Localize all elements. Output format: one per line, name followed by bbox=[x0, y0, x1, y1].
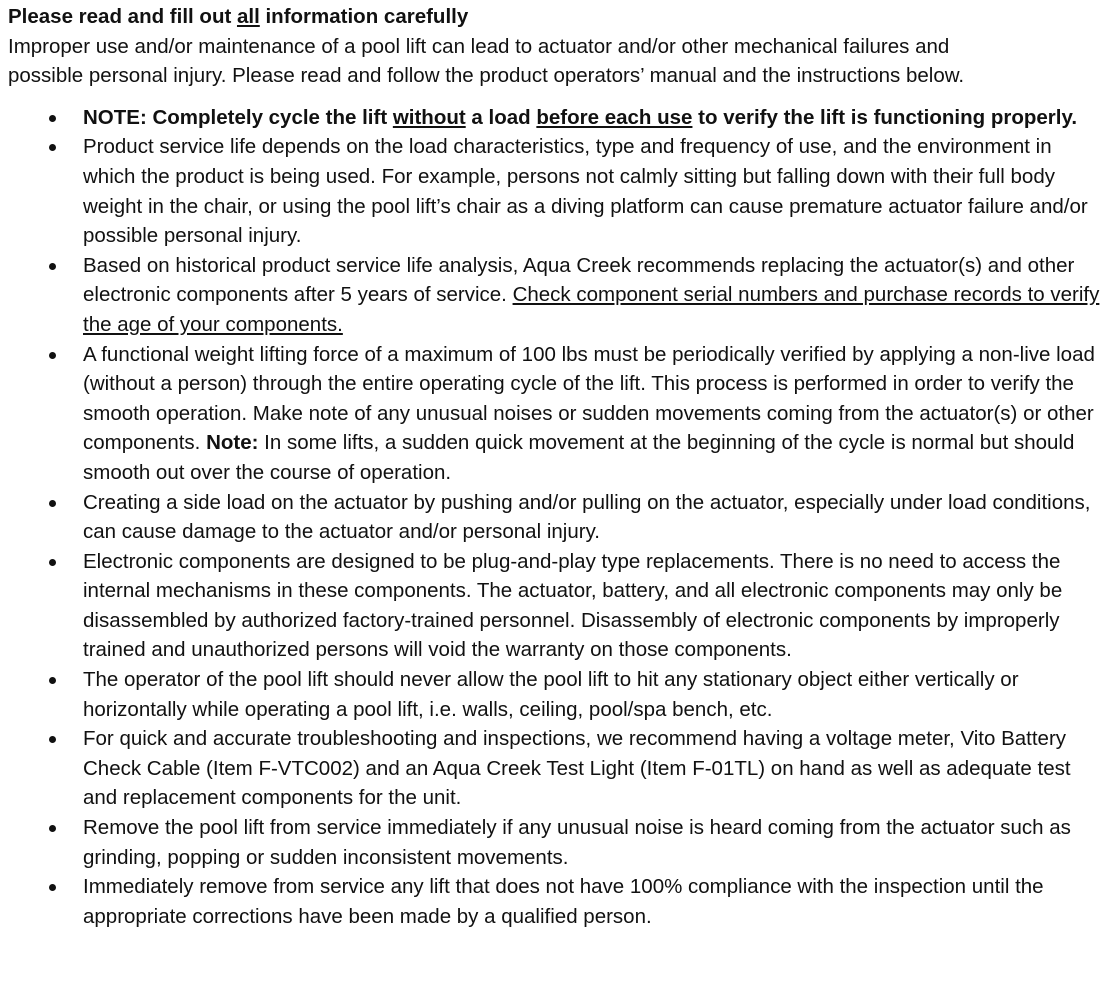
bullet-icon bbox=[49, 677, 56, 684]
list-item-text: Product service life depends on the load characteristics, type and frequency of use, and the environment in which the product is being used. For example, persons not calmly sitting but falling down with their full body weight in the chair, or using the pool lift’s chair as a diving platform can cause premature actuator failure and/or possible personal injury. bbox=[83, 135, 1088, 248]
bullet-icon bbox=[49, 500, 56, 507]
bullet-icon bbox=[49, 736, 56, 743]
bullet-icon bbox=[49, 825, 56, 832]
note-part: to verify the lift is functioning properly. bbox=[692, 105, 1078, 129]
list-item-text: For quick and accurate troubleshooting and inspections, we recommend having a voltage meter, Vito Battery Check Cable (Item F-VTC002) and an Aqua Creek Test Light (Item F-01TL) on hand as well as adequate test and replacement components for the unit. bbox=[83, 727, 1071, 810]
note-underlined-before-each-use: before each use bbox=[536, 105, 693, 129]
bullet-icon bbox=[49, 144, 56, 151]
list-item bbox=[8, 665, 1105, 724]
list-item-text: The operator of the pool lift should never allow the pool lift to hit any stationary object either vertically or horizontally while operating a pool lift, i.e. walls, ceiling, pool/spa bench, etc. bbox=[83, 668, 1019, 721]
list-item bbox=[8, 547, 1105, 665]
list-item bbox=[8, 724, 1105, 813]
list-item bbox=[8, 813, 1105, 872]
list-item bbox=[8, 132, 1105, 250]
list-item bbox=[8, 872, 1105, 931]
intro-line-1: Improper use and/or maintenance of a pool lift can lead to actuator and/or other mechanical failures and bbox=[8, 34, 950, 58]
note-underlined-without: without bbox=[392, 105, 466, 129]
instruction-list bbox=[8, 103, 1105, 932]
intro-line-2: possible personal injury. Please read and follow the product operators’ manual and the instructions below. bbox=[8, 64, 965, 88]
list-item bbox=[8, 251, 1105, 340]
note-part: NOTE: Completely cycle the lift bbox=[83, 105, 393, 129]
note-part: a load bbox=[465, 105, 537, 129]
list-item-text: Based on historical product service life analysis, Aqua Creek recommends replacing the actuator(s) and other electronic components after 5 years of service. bbox=[83, 253, 1075, 307]
heading-underlined-word: all bbox=[236, 5, 260, 28]
list-item-text: Creating a side load on the actuator by pushing and/or pulling on the actuator, especially under load conditions, can cause damage to the actuator and/or personal injury. bbox=[83, 490, 1091, 544]
list-item-underlined-text: Check component serial numbers and purchase records to verify the age of your components. bbox=[83, 283, 1100, 336]
bullet-icon bbox=[49, 263, 56, 270]
bullet-icon bbox=[49, 352, 56, 359]
list-item-text-cont: In some lifts, a sudden quick movement at the beginning of the cycle is normal but should smooth out over the course of operation. bbox=[83, 431, 1075, 484]
note-text bbox=[83, 106, 1077, 129]
intro-paragraph bbox=[8, 32, 1105, 91]
list-item bbox=[8, 488, 1105, 547]
list-item-text: Electronic components are designed to be plug-and-play type replacements. There is no need to access the internal mechanisms in these components. The actuator, battery, and all electronic components may only be disassembled by authorized factory-trained personnel. Disassembly of electronic components by improperly trained and unauthorized persons will void the warranty on those components. bbox=[83, 549, 1063, 662]
list-item-text: Immediately remove from service any lift that does not have 100% compliance with the inspection until the appropriate corrections have been made by a qualified person. bbox=[83, 875, 1044, 928]
list-item bbox=[8, 103, 1105, 133]
bullet-icon bbox=[49, 884, 56, 891]
document-heading bbox=[8, 2, 1105, 32]
list-item-text: A functional weight lifting force of a maximum of 100 lbs must be periodically verified by applying a non-live load (without a person) through the entire operating cycle of the lift. This process is performed in order to verify the smooth operation. Make note of any unusual noises or sudden movements coming from the actuator(s) or other components. bbox=[83, 342, 1095, 455]
bullet-icon bbox=[49, 115, 56, 122]
list-item-bold-note: Note: bbox=[206, 431, 259, 455]
heading-text-start: Please read and fill out bbox=[8, 5, 237, 28]
bullet-icon bbox=[49, 559, 56, 566]
heading-text-end: information carefully bbox=[259, 5, 469, 28]
list-item-text: Remove the pool lift from service immediately if any unusual noise is heard coming from the actuator such as grinding, popping or sudden inconsistent movements. bbox=[83, 816, 1071, 869]
list-item bbox=[8, 340, 1105, 488]
